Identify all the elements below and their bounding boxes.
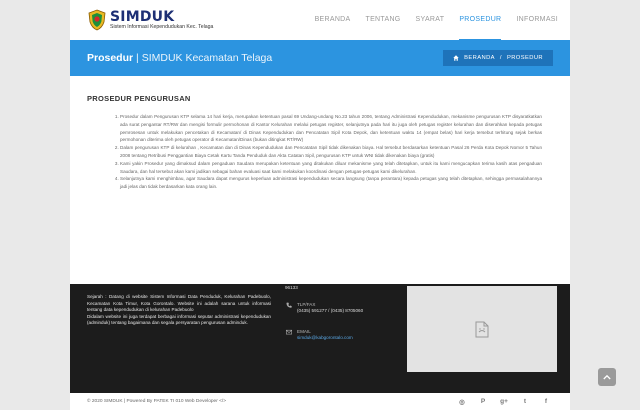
social-links [445, 398, 550, 406]
logo-text [110, 10, 213, 30]
footer-email [297, 329, 353, 341]
main-content [70, 76, 570, 276]
pinterest-icon[interactable]: P [480, 398, 486, 405]
page-title-separator: | [136, 52, 139, 64]
footer-about-text: Sejarah : Datang di website Sistem Informasi Data Penduduk, Kelurahan Padebuolo, Kecamatan Kota Timur, Kota Gorontalo. Website ini adalah sarana untuk informasi tentang data kependudukan di kelurahan Padebuolo Didalam website ini juga terdapat berbagai informasi seputar administrasi kependudukan (adminduk) tentang bagaimana dan segala persyaratan pengurusan adminduk. [87, 294, 271, 326]
broken-image-icon [475, 321, 489, 338]
list-item: 4. Selanjutnya kami menghimbau, agar Saudara dapat mengurus keperluan administrasi kependudukan secara langsung (tanpa perantara) kepada petugas yang telah ditetapkan, sehingga permasalahannya jadi jelas dan tidak berdasarkan kata orang lain. [120, 175, 542, 191]
page-container [70, 0, 570, 410]
footer-phone [297, 302, 363, 314]
google-plus-icon[interactable]: g+ [500, 398, 508, 405]
phone-icon [285, 302, 293, 308]
procedure-list [87, 113, 550, 191]
twitter-icon[interactable]: t [523, 398, 527, 405]
nav-syarat[interactable]: SYARAT [415, 16, 445, 23]
breadcrumb-home[interactable]: BERANDA [464, 55, 495, 61]
footer-email-label: EMAIL [297, 329, 311, 334]
nav-tentang[interactable]: TENTANG [365, 16, 401, 23]
chevron-up-icon [603, 374, 611, 380]
nav-prosedur[interactable]: PROSEDUR [459, 0, 501, 40]
map-embed[interactable] [407, 286, 557, 372]
nav-beranda[interactable]: BERANDA [314, 16, 351, 23]
list-item: 2. Dalam pengurusan KTP di kelurahan , Kecamatan dan di Dinas Kependudukan dan Pencatatan Sipil tidak dikenakan biaya. Hal tersebut berdasarkan ketentuan Pasal 26 Perda Kota Depok Nomor 5 Tahun 2008 tentang Retribusi Penggantian Biaya Cetak Kartu Tanda Penduduk dan Akta Catatan Sipil, pengurusan KTP untuk WNI tidak dikenakan biaya (gratis) [120, 144, 542, 160]
footer-phone-value: (0435) 591277 / (0435) 8705060 [297, 308, 364, 313]
footer-phone-label: TLP/FAX [297, 302, 316, 307]
facebook-icon[interactable]: f [544, 398, 548, 405]
footer-address-row [285, 285, 298, 291]
emblem-icon [87, 9, 107, 31]
back-to-top-button[interactable] [598, 368, 616, 386]
breadcrumb [443, 50, 553, 66]
top-bar [70, 0, 570, 40]
envelope-icon [285, 329, 293, 335]
list-item: 3. Kami yakin Prosedur yang dimaksud dalam pengaduan Saudara merupakan ketentuan yang ditakukan diluar mekanisme yang telah ditetapkan, untuk itu kami mengucapkan terima kasih atas pengaduan Saudara, dan hal tersebut akan kami jadikan sebagai bahan evaluasi saat kami melakukan koordinasi dengan petugas-petugas kami dikelurahan. [120, 160, 542, 176]
site-footer [70, 284, 570, 393]
page-title-main: Prosedur [87, 52, 134, 64]
page-title [87, 52, 272, 64]
copyright-text: © 2020 SIMDUK | Powered By PATEK TI 010 Web Developer </> [87, 399, 227, 404]
logo-title [110, 10, 213, 24]
logo-title-text: SIMDUK [110, 8, 175, 25]
breadcrumb-separator: / [499, 55, 502, 61]
footer-email-row [285, 329, 353, 341]
footer-address-tail: 96133 [285, 285, 298, 290]
logo-subtitle: Sistem Informasi Kependudukan Kec. Telaga [110, 23, 214, 30]
bottom-bar [70, 393, 570, 410]
home-icon [453, 55, 459, 61]
footer-email-link[interactable]: simduk@kabgorontalo.com [297, 335, 353, 340]
section-title: PROSEDUR PENGURUSAN [87, 94, 191, 103]
main-nav [300, 0, 558, 40]
breadcrumb-current: PROSEDUR [506, 55, 543, 61]
page-title-subtitle: SIMDUK Kecamatan Telaga [141, 52, 273, 64]
page-banner [70, 40, 570, 76]
dribbble-icon[interactable]: ◎ [459, 398, 465, 406]
list-item: 1. Prosedur dalam Pengurusan KTP selama 14 hari kerja, merupakan ketentuan pasal 69 Undang-undang No.23 tahun 2006, tentang Administrasi Kependudukan, mekanisme pengurusan KTP disyaratkatkan ada surat pengantar RT/RW dan mengisi formulir permohonan di Kantor Kelurahan melalui petugas register, selanjutnya pada hari itu juga oleh petugas register kelurahan dan diserahkan kepada petugas pemrosesan untuk melakukan pencetakan di Kecamatan/ di Dinas Kependudukan dan Pencatatan Sipil Kota Depok, dan ketentuan waktu 14 (empat belas) hari kerja tersebut terhitung sejak berkas permohonan diterima oleh petugas operator di Kecamatan/Dinas (bukan ditingkat RT/RW) [120, 113, 542, 144]
nav-informasi[interactable]: INFORMASI [516, 16, 558, 23]
site-logo[interactable] [87, 9, 213, 31]
footer-phone-row [285, 302, 363, 314]
